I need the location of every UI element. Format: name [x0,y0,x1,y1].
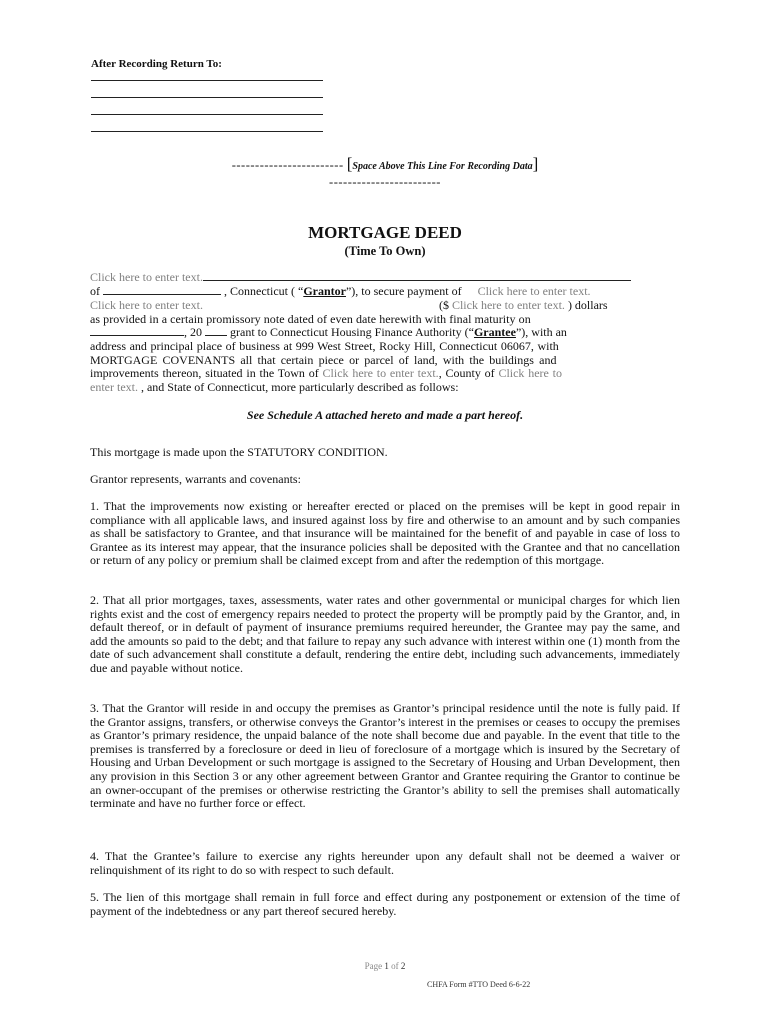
grantee-term: Grantee [473,325,516,339]
maturity-date-blank[interactable] [90,325,184,336]
intro-line-7: MORTGAGE COVENANTS all that certain piece or parcel of land, with the buildings and [90,353,557,367]
return-to-label: After Recording Return To: [91,58,222,70]
intro-line-9: enter text. , and State of Connecticut, more particularly described as follows: [90,380,459,394]
payment-amount-number-field[interactable]: Click here to enter text. [451,298,565,312]
county-field-part-2[interactable]: enter text. [90,380,138,394]
document-title: MORTGAGE DEED [308,223,462,242]
return-address-line-3 [91,114,323,115]
covenant-paragraph-2: 2. That all prior mortgages, taxes, assessments, water rates and other governmental or municipal charges for which lien rights exist and the cost of emergency repairs needed to protect the property will be promptly paid by the Grantor, and, in default thereof, or in default of payment of insurance premiums required hereunder, the Grantee may pay the same, and add the amounts so paid to the debt; and that failure to repay any such advance with interest within one (1) month from the date of such advancement shall constitute a default, rendering the entire debt, including such advancements, immediately due and payable without notice. [90,593,680,675]
recording-space-header: ------------------------ [Space Above This Line For Recording Data] [231,154,539,173]
schedule-a-reference: See Schedule A attached hereto and made a part hereof. [246,408,524,422]
payment-amount-words-field[interactable]: Click here to enter text. [477,284,591,298]
covenant-paragraph-3: 3. That the Grantor will reside in and occupy the premises as Grantor’s principal residence until the note is fully paid. If the Grantor assigns, transfers, or otherwise conveys the Grantor’s interest in the premises or ceases to occupy the premises as Grantor’s primary residence, the unpaid balance of the note shall become due and payable. In the event that title to the premises is transferred by a foreclosure or deed in lieu of foreclosure of a mortgage which is insured by the Secretary of Housing and Urban Development or such mortgage is assigned to the Secretary of Housing and Urban Development, then any provision in this Section 3 or any other agreement between Grantor and Grantee requiring the Grantor to continue be an owner-occupant of the premises or otherwise restricting the Grantor’s ability to sell the premises shall automatically terminate and have no further force or effect. [90,701,680,811]
represents-warrants: Grantor represents, warrants and covenants: [90,472,301,486]
intro-line-3: Click here to enter text. ($ Click here to enter text. ) dollars [90,298,608,312]
statutory-condition: This mortgage is made upon the STATUTORY CONDITION. [90,445,388,459]
maturity-year-blank[interactable] [205,325,227,336]
return-address-line-1 [91,80,323,81]
intro-line-4: as provided in a certain promissory note dated of even date herewith with final maturity on [90,312,531,326]
return-address-line-4 [91,131,323,132]
covenant-paragraph-1: 1. That the improvements now existing or hereafter erected or placed on the premises will be kept in good repair in compliance with all applicable laws, and insured against loss by fire and otherwise to an amount and by such companies as shall be satisfactory to Grantee, and that insurance will be maintained for the benefit of and payable in case of loss to Grantee as its interest may appear, that the insurance policies shall be deposited with the Grantee and that no cancellation or return of any policy or premium shall be claimed except from and after the redemption of this mortgage. [90,499,680,568]
intro-line-8: improvements thereon, situated in the Town of Click here to enter text., County of Click here to [90,366,563,380]
intro-line-2: of , Connecticut ( “Grantor”), to secure payment of Click here to enter text. [90,284,591,298]
grantor-name-field[interactable]: Click here to enter text. [90,270,203,284]
covenant-paragraph-5: 5. The lien of this mortgage shall remain in full force and effect during any postponement or extension of the time of payment of the indebtedness or any part thereof secured hereby. [90,890,680,918]
recording-dashes-bottom: ------------------------ [329,175,441,189]
payment-amount-words-field-2[interactable]: Click here to enter text. [90,298,203,312]
form-identifier: CHFA Form #TTO Deed 6-6-22 [427,980,531,989]
recording-data-label: Space Above This Line For Recording Data [352,161,533,172]
document-subtitle: (Time To Own) [344,244,426,258]
grantor-term: Grantor [303,284,346,298]
intro-line-5: , 20 grant to Connecticut Housing Finance Authority (“Grantee”), with an [90,325,680,340]
town-field[interactable]: Click here to enter text. [322,366,439,380]
return-address-line-2 [91,97,323,98]
page-number: Page 1 of 2 [364,961,406,971]
county-field-part-1[interactable]: Click here to [498,366,563,380]
intro-line-6: address and principal place of business at 999 West Street, Rocky Hill, Connecticut 06067, with [90,339,559,353]
covenant-paragraph-4: 4. That the Grantee’s failure to exercise any rights hereunder upon any default shall not be deemed a waiver or relinquishment of its right to do so with respect to such default. [90,849,680,877]
intro-line-1 [90,270,680,285]
